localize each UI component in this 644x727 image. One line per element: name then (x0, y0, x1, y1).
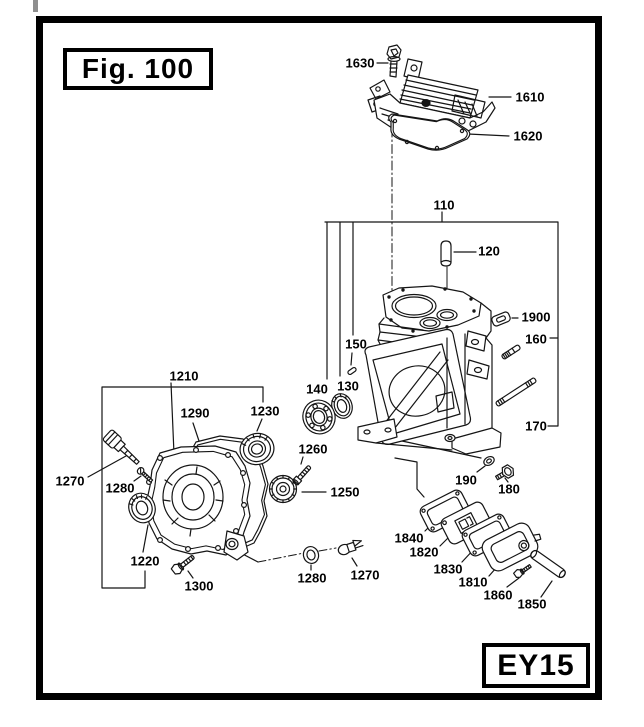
part-label-1300: 1300 (184, 578, 214, 594)
part-label-160: 160 (525, 331, 547, 347)
crankcase-110 (358, 286, 501, 454)
part-label-130: 130 (337, 378, 359, 394)
model-code-box (482, 643, 590, 688)
key-150 (347, 367, 357, 375)
breather-tube-1850 (529, 549, 567, 579)
part-label-1270: 1270 (350, 567, 380, 583)
bolt-1860 (513, 562, 532, 579)
part-label-1850: 1850 (517, 596, 547, 612)
part-label-1250: 1250 (330, 484, 360, 500)
part-label-1220: 1220 (130, 553, 160, 569)
part-label-1630: 1630 (345, 55, 375, 71)
figure-number-box (63, 48, 213, 90)
part-label-1830: 1830 (433, 561, 463, 577)
dowel-pin-120 (441, 241, 451, 266)
figure-number: Fig. 100 (81, 53, 195, 84)
part-label-1290: 1290 (180, 405, 210, 421)
part-label-190: 190 (455, 472, 477, 488)
part-label-1840: 1840 (394, 530, 424, 546)
part-label-1810: 1810 (458, 574, 488, 590)
plug-1270-bottom (337, 538, 364, 556)
part-label-1900: 1900 (521, 309, 551, 325)
model-code: EY15 (497, 648, 575, 682)
part-label-140: 140 (306, 381, 328, 397)
head-bolt-1630 (387, 45, 401, 77)
part-label-180: 180 (498, 481, 520, 497)
plug-1900 (491, 311, 511, 327)
part-label-1270: 1270 (55, 473, 85, 489)
dipstick-1270-left (102, 429, 142, 468)
bolt-1300 (170, 552, 196, 576)
part-label-1280: 1280 (105, 480, 135, 496)
governor-gear-1250 (270, 476, 297, 503)
part-label-1860: 1860 (483, 587, 513, 603)
part-label-1210: 1210 (169, 368, 199, 384)
part-label-1260: 1260 (298, 441, 328, 457)
part-label-1620: 1620 (513, 128, 543, 144)
part-label-120: 120 (478, 243, 500, 259)
washer-190 (482, 455, 496, 467)
part-label-1610: 1610 (515, 89, 545, 105)
stud-160 (501, 344, 520, 359)
part-label-1230: 1230 (250, 403, 280, 419)
crankcase-cover-1210 (146, 446, 250, 560)
part-label-1280: 1280 (297, 570, 327, 586)
part-label-110: 110 (433, 197, 455, 213)
part-label-1820: 1820 (409, 544, 439, 560)
o-ring-1280-bottom (302, 545, 321, 565)
bolt-180 (494, 463, 516, 483)
part-label-150: 150 (345, 336, 367, 352)
part-label-170: 170 (525, 418, 547, 434)
stud-170 (495, 377, 536, 406)
